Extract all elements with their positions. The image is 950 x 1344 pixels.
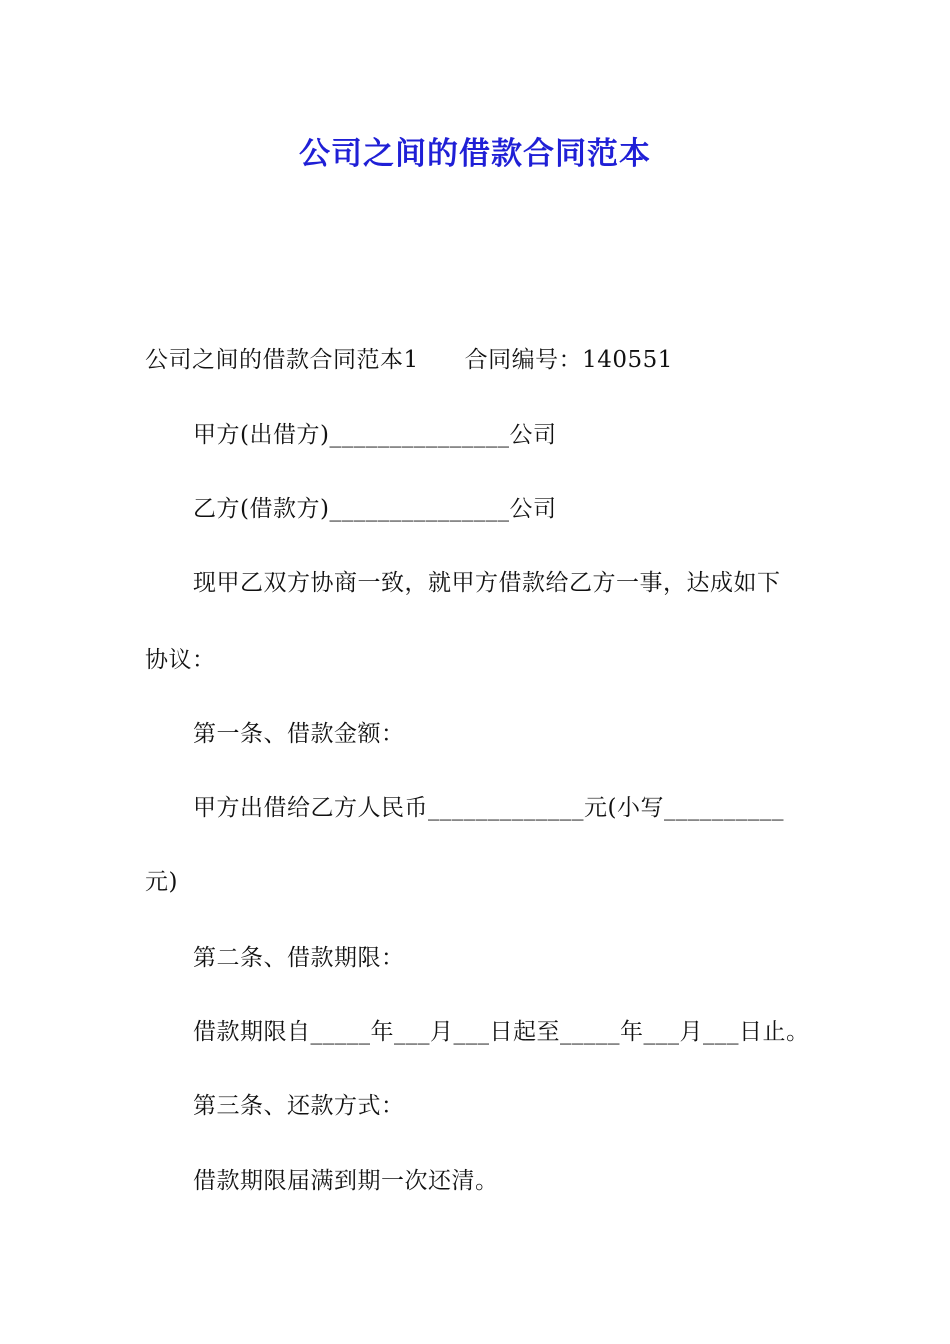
party-b-line: 乙方(借款方)_______________公司 bbox=[193, 496, 557, 522]
loan-amount-line: 甲方出借给乙方人民币_____________元(小写__________ bbox=[193, 795, 784, 821]
article-3-heading: 第三条、还款方式： bbox=[193, 1093, 405, 1119]
loan-amount-line-continued: 元) bbox=[145, 869, 178, 895]
article-2-heading: 第二条、借款期限： bbox=[193, 945, 405, 971]
loan-term-line: 借款期限自_____年___月___日起至_____年___月___日止。 bbox=[193, 1019, 810, 1045]
article-1-heading: 第一条、借款金额： bbox=[193, 721, 405, 747]
contract-template-label: 公司之间的借款合同范本1 bbox=[145, 347, 419, 373]
agreement-intro: 现甲乙双方协商一致，就甲方借款给乙方一事，达成如下 bbox=[193, 570, 781, 596]
repayment-line: 借款期限届满到期一次还清。 bbox=[193, 1168, 499, 1194]
party-a-line: 甲方(出借方)_______________公司 bbox=[193, 422, 557, 448]
contract-number: 合同编号：140551 bbox=[464, 347, 673, 373]
document-title: 公司之间的借款合同范本 bbox=[299, 136, 651, 172]
agreement-intro-continued: 协议： bbox=[145, 647, 216, 673]
heading-line bbox=[145, 345, 673, 375]
